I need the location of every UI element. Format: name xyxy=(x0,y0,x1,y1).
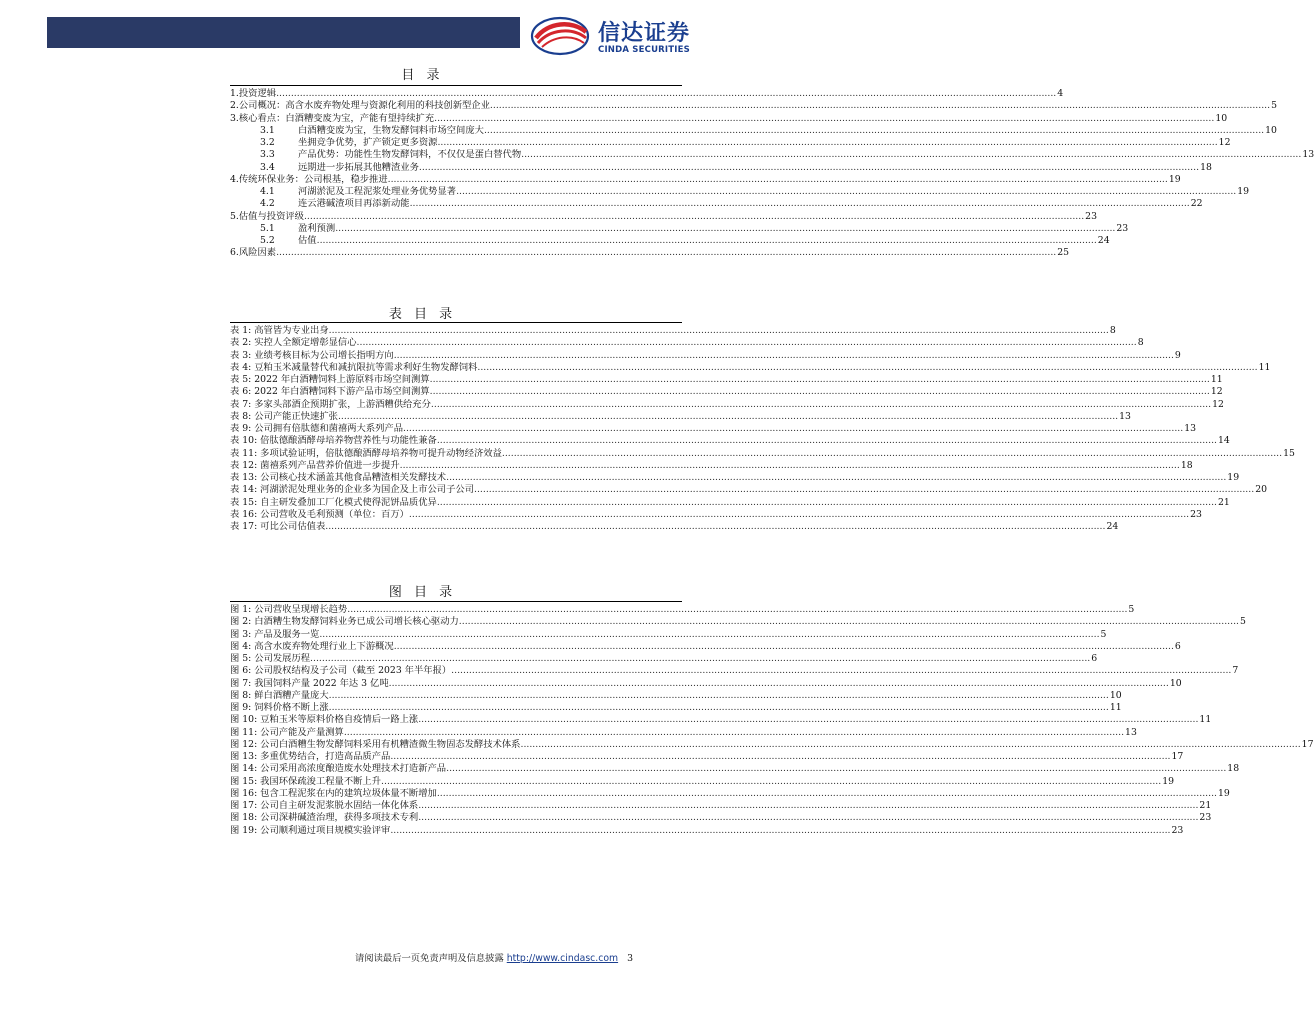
figure-list-entry-label: 图 9: 饲料价格不断上涨 xyxy=(230,702,329,713)
figure-list-entry-leader xyxy=(329,690,1109,702)
toc-entry-page: 23 xyxy=(1116,222,1129,234)
table-list-entry-leader xyxy=(431,399,1211,411)
figure-list-entry-leader xyxy=(437,788,1217,800)
toc-entry-leader xyxy=(521,149,1301,161)
toc-entry[interactable] xyxy=(230,222,1129,235)
figure-list-entry-page: 10 xyxy=(1109,689,1122,701)
figure-list-entry-page: 5 xyxy=(1128,604,1135,615)
toc-entry-label: 估值 xyxy=(298,235,317,246)
toc-entry-leader xyxy=(419,162,1199,174)
toc-entry[interactable] xyxy=(230,161,1212,174)
table-list-entry-leader xyxy=(329,325,1109,337)
toc-entry-leader xyxy=(335,223,1115,235)
table-list-entry-leader xyxy=(437,497,1217,509)
toc-entry-leader xyxy=(388,174,1168,186)
toc-entry-number: 5.1 xyxy=(260,222,275,234)
figure-list-entry[interactable] xyxy=(230,653,1098,665)
figure-list-entry[interactable] xyxy=(230,604,1135,616)
figure-list-entry-label: 图 5: 公司发展历程 xyxy=(230,653,311,664)
toc-entry[interactable] xyxy=(230,198,1203,210)
table-list-entry-label: 表 7: 多家头部酒企预期扩张，上游酒糟供给充分 xyxy=(230,398,431,410)
table-list-entry[interactable] xyxy=(230,521,1119,533)
figure-list-entry[interactable] xyxy=(230,775,1175,788)
toc-entry-number: 4.1 xyxy=(260,186,275,197)
toc-entry-number: 3.3 xyxy=(260,149,275,161)
table-list-entry-leader xyxy=(394,350,1174,362)
figure-list-entry-page: 23 xyxy=(1171,824,1184,836)
toc-entry-label: 估值与投资评级 xyxy=(238,210,304,222)
figure-list-entry-page: 17 xyxy=(1171,751,1184,762)
figure-list-entry-leader xyxy=(344,727,1124,739)
figure-list-entry[interactable] xyxy=(230,824,1184,837)
toc-entry-page: 19 xyxy=(1237,186,1250,197)
table-list-entry-page: 9 xyxy=(1174,349,1181,361)
table-list-entry-label: 表 14: 河湖淤泥处理业务的企业多为国企及上市公司子公司 xyxy=(230,484,474,496)
toc-entry-number: 3.2 xyxy=(260,137,275,148)
figure-list-entry-label: 图 2: 白酒糟生物发酵饲料业务已成公司增长核心驱动力 xyxy=(230,616,459,628)
toc-entry[interactable] xyxy=(230,100,1278,112)
table-list-entry-page: 19 xyxy=(1227,472,1240,483)
figure-list-entry-label: 图 14: 公司采用高浓度酿造废水处理技术打造新产品 xyxy=(230,763,447,775)
figure-list-entry-page: 6 xyxy=(1091,653,1098,664)
table-list-entry[interactable] xyxy=(230,361,1271,374)
toc-entry-label: 风险因素 xyxy=(238,247,277,259)
toc-entry-page: 18 xyxy=(1200,161,1212,173)
page-number: 3 xyxy=(627,953,633,964)
toc-entry-page: 4 xyxy=(1057,88,1064,99)
toc-title: 目 录 xyxy=(401,68,444,83)
table-list-entry[interactable] xyxy=(230,386,1223,398)
figure-list-entry-leader xyxy=(310,653,1090,665)
toc-entry-page: 19 xyxy=(1168,173,1181,185)
toc-entry[interactable] xyxy=(230,124,1277,137)
table-list-entry-label: 表 16: 公司营收及毛利预测（单位：百万） xyxy=(230,508,409,520)
table-list-entry-page: 11 xyxy=(1258,361,1271,373)
figure-list-entry-leader xyxy=(446,763,1226,775)
figure-list-entry-page: 6 xyxy=(1174,640,1181,652)
figure-list-entry-label: 图 4: 高含水废弃物处理行业上下游概况 xyxy=(230,640,394,652)
table-list-entry-leader xyxy=(325,521,1105,533)
toc-entry-label: 远期进一步拓展其他糟渣业务 xyxy=(298,161,419,173)
figures-toc-title: 图 目 录 xyxy=(388,585,457,600)
table-list-entry-page: 24 xyxy=(1106,521,1119,532)
toc-entry-number: 4.2 xyxy=(260,198,275,210)
figures-toc-list xyxy=(230,604,1314,837)
footer-url-link[interactable]: http://www.cindasc.com xyxy=(506,953,619,964)
toc-entry-page: 13 xyxy=(1302,149,1314,161)
figure-list-entry-leader xyxy=(459,616,1239,628)
table-list-entry-leader xyxy=(446,472,1226,484)
table-list-entry-page: 23 xyxy=(1190,508,1202,520)
table-list-entry-leader xyxy=(338,411,1118,423)
figure-list-entry-label: 图 15: 我国环保疏浚工程量不断上升 xyxy=(230,775,382,787)
toc-entry-leader xyxy=(304,211,1084,223)
footer-disclaimer: 请阅读最后一页免责声明及信息披露 xyxy=(355,953,504,964)
toc-entry-label: 连云港碱渣项目再添新动能 xyxy=(298,198,410,210)
toc-entry-page: 10 xyxy=(1215,112,1228,124)
table-list-entry[interactable] xyxy=(230,508,1202,521)
table-list-entry-leader xyxy=(430,386,1210,398)
toc-entry-leader xyxy=(484,125,1264,137)
figure-list-entry-label: 图 6: 公司股权结构及子公司（截至 2023 年半年报） xyxy=(230,665,452,677)
table-list-entry[interactable] xyxy=(230,435,1230,447)
table-list-entry-label: 表 1: 高管皆为专业出身 xyxy=(230,325,329,336)
figure-list-entry-leader xyxy=(418,800,1198,812)
table-list-entry-label: 表 5: 2022 年白酒糟饲料上游原料市场空间测算 xyxy=(230,374,430,385)
footer xyxy=(355,950,633,964)
table-list-entry[interactable] xyxy=(230,447,1295,460)
figure-list-entry-page: 5 xyxy=(1100,628,1107,640)
toc-entry-leader xyxy=(434,113,1214,125)
figure-list-entry-page: 23 xyxy=(1199,812,1212,824)
toc-entry-number: 2. xyxy=(230,100,239,112)
cinda-logo-icon xyxy=(530,16,590,56)
toc-entry-leader xyxy=(276,247,1056,259)
figure-list-entry-label: 图 3: 产品及服务一览 xyxy=(230,628,320,640)
figure-list-entry-label: 图 8: 鲜白酒糟产量庞大 xyxy=(230,689,329,701)
toc-entry-page: 22 xyxy=(1190,198,1203,210)
header-bar xyxy=(47,17,520,48)
table-list-entry-leader xyxy=(477,362,1257,374)
toc-entry[interactable] xyxy=(230,173,1181,186)
toc-entry-leader xyxy=(437,137,1217,149)
table-list-entry-label: 表 12: 菌禧系列产品营养价值进一步提升 xyxy=(230,459,400,471)
figure-list-entry[interactable] xyxy=(230,677,1182,690)
table-list-entry-page: 18 xyxy=(1180,459,1193,471)
figure-list-entry-page: 7 xyxy=(1232,665,1239,677)
figure-list-entry-leader xyxy=(389,678,1169,690)
table-list-entry-leader xyxy=(437,435,1217,447)
toc-entry-label: 核心看点：白酒糟变废为宝，产能有望持续扩充 xyxy=(238,112,435,124)
toc-entry-label: 产品优势：功能性生物发酵饲料，不仅仅是蛋白替代物 xyxy=(298,149,522,161)
toc-entry-page: 24 xyxy=(1097,235,1110,246)
figures-toc-rule xyxy=(230,601,682,602)
figure-list-entry[interactable] xyxy=(230,714,1212,726)
toc-entry-number: 3.1 xyxy=(260,124,275,136)
figure-list-entry-label: 图 1: 公司营收呈现增长趋势 xyxy=(230,604,348,615)
figure-list-entry-leader xyxy=(390,751,1170,763)
figure-list-entry[interactable] xyxy=(230,812,1212,824)
figure-list-entry-leader xyxy=(418,714,1198,726)
brand-name-en: CINDA SECURITIES xyxy=(598,45,690,55)
figure-list-entry[interactable] xyxy=(230,738,1314,751)
toc-entry-label: 坐拥竞争优势，扩产锁定更多资源 xyxy=(298,137,438,148)
toc-entry-label: 河湖淤泥及工程泥浆处理业务优势显著 xyxy=(298,186,457,197)
table-list-entry-label: 表 3: 业绩考核目标为公司增长指明方向 xyxy=(230,349,394,361)
toc-entry[interactable] xyxy=(230,112,1228,125)
figure-list-entry-leader xyxy=(329,702,1109,714)
figure-list-entry[interactable] xyxy=(230,763,1240,775)
toc-entry-number: 4. xyxy=(230,173,239,185)
table-list-entry-label: 表 17: 可比公司估值表 xyxy=(230,521,326,532)
table-list-entry-label: 表 8: 公司产能正快速扩张 xyxy=(230,410,338,422)
table-list-entry-label: 表 15: 自主研发叠加工厂化模式使得泥饼品质优异 xyxy=(230,496,437,508)
toc-entry[interactable] xyxy=(230,186,1250,198)
table-list-entry-page: 14 xyxy=(1218,435,1230,447)
figure-list-entry-label: 图 18: 公司深耕碱渣治理，获得多项技术专利 xyxy=(230,812,419,824)
toc-entry-number: 6. xyxy=(230,247,239,259)
toc-entry-page: 23 xyxy=(1085,210,1097,222)
table-list-entry[interactable] xyxy=(230,374,1223,386)
figure-list-entry-label: 图 10: 豆粕玉米等原料价格自疫情后一路上涨 xyxy=(230,714,419,726)
brand-logo xyxy=(530,14,710,58)
toc-entry-number: 3.4 xyxy=(260,161,275,173)
toc-entry-number: 3. xyxy=(230,112,239,124)
toc-list xyxy=(230,88,1314,260)
toc-entry[interactable] xyxy=(230,247,1070,259)
figure-list-entry-leader xyxy=(319,629,1099,641)
figure-list-entry-leader xyxy=(394,641,1174,653)
figure-list-entry[interactable] xyxy=(230,628,1107,641)
figure-list-entry-label: 图 7: 我国饲料产量 2022 年达 3 亿吨 xyxy=(230,677,389,689)
table-list-entry[interactable] xyxy=(230,337,1144,349)
figure-list-entry-label: 图 11: 公司产能及产量测算 xyxy=(230,726,344,738)
figure-list-entry-page: 17 xyxy=(1301,738,1314,750)
table-list-entry-page: 12 xyxy=(1212,398,1224,410)
figure-list-entry[interactable] xyxy=(230,751,1184,763)
toc-entry-label: 公司概况：高含水废弃物处理与资源化利用的科技创新型企业 xyxy=(238,100,490,112)
table-list-entry-page: 20 xyxy=(1255,484,1268,496)
figure-list-entry-label: 图 16: 包含工程泥浆在内的建筑垃圾体量不断增加 xyxy=(230,787,437,799)
figure-list-entry-page: 21 xyxy=(1199,800,1212,811)
table-list-entry-label: 表 9: 公司拥有倍肽德和菌禧两大系列产品 xyxy=(230,423,404,434)
table-list-entry-label: 表 6: 2022 年白酒糟饲料下游产品市场空间测算 xyxy=(230,386,430,398)
table-list-entry-leader xyxy=(400,460,1180,472)
toc-entry-label: 白酒糟变废为宝，生物发酵饲料市场空间庞大 xyxy=(298,124,484,136)
table-list-entry[interactable] xyxy=(230,496,1230,509)
table-list-entry-leader xyxy=(474,484,1254,496)
toc-entry[interactable] xyxy=(230,88,1064,100)
figure-list-entry[interactable] xyxy=(230,665,1239,677)
toc-entry-page: 5 xyxy=(1271,100,1278,112)
figure-list-entry-label: 图 19: 公司顺利通过项目规模实验评审 xyxy=(230,824,391,836)
figure-list-entry[interactable] xyxy=(230,787,1230,800)
table-list-entry[interactable] xyxy=(230,325,1116,337)
figure-list-entry-leader xyxy=(451,665,1231,677)
table-list-entry-label: 表 10: 倍肽德酿酒酵母培养物营养性与功能性兼备 xyxy=(230,435,437,447)
toc-entry-label: 盈利预测 xyxy=(298,222,336,234)
figure-list-entry[interactable] xyxy=(230,640,1181,653)
toc-rule xyxy=(230,85,682,86)
tables-toc-title: 表 目 录 xyxy=(388,307,457,322)
toc-entry-label: 传统环保业务：公司根基，稳步推进 xyxy=(238,173,388,185)
table-list-entry-label: 表 11: 多项试验证明，倍肽德酿酒酵母培养物可提升动物经济效益 xyxy=(230,447,502,459)
table-list-entry[interactable] xyxy=(230,472,1240,484)
table-list-entry-page: 13 xyxy=(1184,423,1197,434)
table-list-entry-page: 15 xyxy=(1283,447,1295,459)
table-list-entry[interactable] xyxy=(230,349,1181,362)
figure-list-entry-leader xyxy=(520,739,1300,751)
table-list-entry-page: 21 xyxy=(1218,496,1230,508)
toc-entry-leader xyxy=(276,88,1056,100)
toc-entry-leader xyxy=(456,186,1236,198)
table-list-entry[interactable] xyxy=(230,459,1193,472)
figure-list-entry-label: 图 17: 公司自主研发泥浆脱水固结一体化体系 xyxy=(230,800,419,811)
figure-list-entry-label: 图 12: 公司白酒糟生物发酵饲料采用有机糟渣微生物固态发酵技术体系 xyxy=(230,738,521,750)
table-list-entry-page: 11 xyxy=(1210,374,1223,385)
toc-entry-number: 5.2 xyxy=(260,235,275,246)
toc-entry[interactable] xyxy=(230,235,1110,247)
table-list-entry-label: 表 13: 公司核心技术涵盖其他食品糟渣相关发酵技术 xyxy=(230,472,447,483)
figure-list-entry-page: 18 xyxy=(1227,763,1240,775)
figure-list-entry-page: 11 xyxy=(1109,702,1122,713)
table-list-entry-leader xyxy=(430,374,1210,386)
toc-entry-leader xyxy=(317,235,1097,247)
figure-list-entry-page: 13 xyxy=(1125,726,1137,738)
figure-list-entry-leader xyxy=(390,825,1170,837)
tables-toc-rule xyxy=(230,322,682,323)
toc-entry-page: 12 xyxy=(1218,137,1231,148)
brand-name-cn: 信达证券 xyxy=(598,21,691,46)
table-list-entry-leader xyxy=(357,337,1137,349)
figure-list-entry-page: 11 xyxy=(1199,714,1212,726)
toc-entry-number: 1. xyxy=(230,88,239,99)
table-list-entry-label: 表 4: 豆粕玉米减量替代和减抗限抗等需求利好生物发酵饲料 xyxy=(230,361,478,373)
toc-entry-page: 10 xyxy=(1265,124,1277,136)
table-list-entry[interactable] xyxy=(230,484,1268,496)
table-list-entry-leader xyxy=(502,448,1282,460)
table-list-entry-page: 8 xyxy=(1137,337,1144,349)
toc-entry[interactable] xyxy=(230,149,1314,161)
toc-entry[interactable] xyxy=(230,137,1231,149)
figure-list-entry[interactable] xyxy=(230,800,1212,812)
figure-list-entry-page: 5 xyxy=(1239,616,1246,628)
figure-list-entry[interactable] xyxy=(230,689,1122,702)
table-list-entry-page: 13 xyxy=(1119,410,1131,422)
figure-list-entry-leader xyxy=(418,812,1198,824)
table-list-entry[interactable] xyxy=(230,423,1197,435)
toc-entry[interactable] xyxy=(230,210,1097,223)
toc-entry-label: 投资逻辑 xyxy=(238,88,277,99)
figure-list-entry[interactable] xyxy=(230,702,1122,714)
figure-list-entry[interactable] xyxy=(230,726,1137,739)
figure-list-entry[interactable] xyxy=(230,616,1246,628)
figure-list-entry-page: 19 xyxy=(1218,787,1230,799)
table-list-entry-leader xyxy=(409,509,1189,521)
toc-entry-page: 25 xyxy=(1057,247,1070,259)
table-list-entry[interactable] xyxy=(230,398,1224,411)
figure-list-entry-leader xyxy=(347,604,1127,616)
toc-entry-number: 5. xyxy=(230,210,239,222)
figure-list-entry-page: 10 xyxy=(1169,677,1182,689)
figure-list-entry-label: 图 13: 多重优势结合，打造高品质产品 xyxy=(230,751,391,762)
figure-list-entry-page: 19 xyxy=(1162,775,1175,787)
table-list-entry[interactable] xyxy=(230,410,1131,423)
toc-entry-leader xyxy=(490,100,1270,112)
toc-entry-leader xyxy=(410,198,1190,210)
table-list-entry-leader xyxy=(403,423,1183,435)
table-list-entry-page: 12 xyxy=(1210,386,1223,398)
table-list-entry-page: 8 xyxy=(1109,325,1116,336)
table-list-entry-label: 表 2: 实控人全额定增彰显信心 xyxy=(230,337,357,349)
figure-list-entry-leader xyxy=(381,776,1161,788)
tables-toc-list xyxy=(230,325,1295,533)
